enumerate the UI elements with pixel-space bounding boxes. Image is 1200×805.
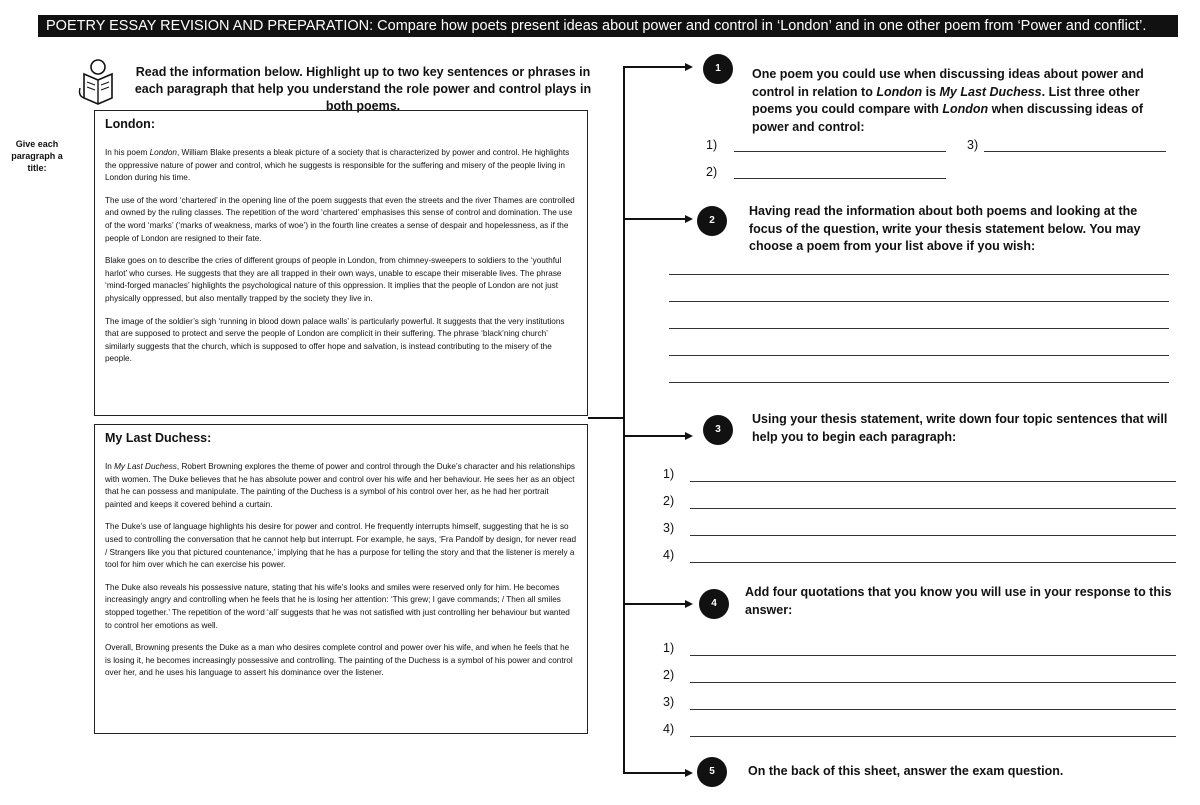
arrow-3-head (685, 432, 693, 440)
duchess-info-box (94, 424, 588, 734)
connector-line (588, 417, 624, 419)
topic-sentence-line-4[interactable] (690, 562, 1176, 563)
arrow-4-head (685, 600, 693, 608)
worksheet-title: POETRY ESSAY REVISION AND PREPARATION: Compare how poets present ideas about power and control in ‘London’ and in one other poem from ‘Power and conflict’. (38, 15, 1178, 37)
topic-sentence-line-2[interactable] (690, 508, 1176, 509)
arrow-5-head (685, 769, 693, 777)
poem-answer-line-2[interactable] (734, 178, 946, 179)
step-3-prompt: Using your thesis statement, write down four topic sentences that will help you to begin each paragraph: (752, 412, 1168, 444)
step-2-badge: 2 (697, 206, 727, 236)
step-4-label-3: 3) (663, 695, 675, 709)
london-heading: London: (105, 117, 155, 131)
arrow-2-head (685, 215, 693, 223)
arrow-2-line (623, 218, 685, 220)
arrow-5-line (623, 772, 685, 774)
poem-answer-line-3[interactable] (984, 151, 1166, 152)
duchess-paragraph-2: The Duke’s use of language highlights his desire for power and control. He frequently interrupts himself, suggesting that he is so used to controlling the conversation that he cannot help but interrupt. For example, he says, ‘Fra Pandolf by design, for never read / Strangers like you that pictured countenance,’ implying that he has a purpose for telling the story and that the listener is merely a tool for him over which he can exercise his power. (105, 522, 577, 570)
step-3-label-1: 1) (663, 467, 675, 481)
reading-instruction: Read the information below. Highlight up to two key sentences or phrases in each paragraph that help you understand the role power and control plays in both poems. (134, 65, 592, 113)
step-1-label-1: 1) (706, 138, 718, 152)
step-1-badge: 1 (703, 54, 733, 84)
duchess-paragraph-3: The Duke also reveals his possessive nature, stating that his wife’s looks and smiles were reserved only for him. He becomes increasingly angry and controlling when he feels that he is losing her attention: ‘This grew; I gave commands; / Then all smiles stopped together.’ The repetition of the word ‘all’ suggests that he was not satisfied with just controlling her behaviour but wanted to control her emotions as well. (105, 582, 570, 630)
step-1-label-2: 2) (706, 165, 718, 179)
step-3-label-4: 4) (663, 548, 675, 562)
london-paragraph-4: The image of the soldier’s sigh ‘running in blood down palace walls’ is particularly powerful. It suggests that the very institutions that are supposed to protect and serve the people of London are complicit in their suffering. The phrase ‘black’ning church’ similarly suggests that the church, which is supposed to offer hope and salvation, is instead contributing to the misery of the people. (105, 316, 565, 364)
step-4-label-1: 1) (663, 641, 675, 655)
step-3-label-2: 2) (663, 494, 675, 508)
topic-sentence-line-1[interactable] (690, 481, 1176, 482)
step-3-label-3: 3) (663, 521, 675, 535)
quotation-line-1[interactable] (690, 655, 1176, 656)
reading-person-icon (76, 58, 126, 106)
london-paragraph-1: In his poem London, William Blake presents a bleak picture of a society that is characterized by power and control. He highlights the oppressive nature of power and control, which he suggests is responsible for the suffering and misery of the people living in London during his time. (105, 148, 570, 183)
duchess-paragraph-4: Overall, Browning presents the Duke as a man who desires complete control and power over his wife, and when he feels that he is losing it, he becomes increasingly possessive and controlling. The painting of the Duchess is a symbol of his power and control over her, and he uses his language to assert his dominance over the listener. (105, 643, 573, 678)
quotation-line-2[interactable] (690, 682, 1176, 683)
paragraph-title-prompt: Give each paragraph a title: (11, 139, 63, 173)
step-5-badge: 5 (697, 757, 727, 787)
thesis-line-5[interactable] (669, 382, 1169, 383)
arrow-3-line (623, 435, 685, 437)
arrow-4-line (623, 603, 685, 605)
london-info-box (94, 110, 588, 416)
duchess-paragraph-1: In My Last Duchess, Robert Browning explores the theme of power and control through the Duke’s character and his relationships with women. The Duke believes that he has absolute power and control over his wife and her behaviour. He sees her as an object that he can possess and manipulate. The painting of the Duchess is a symbol of his control over her, as he had her portrait painted and keeps it covered behind a curtain. (105, 462, 575, 509)
arrow-1-head (685, 63, 693, 71)
step-3-badge: 3 (703, 415, 733, 445)
step-5-prompt: On the back of this sheet, answer the exam question. (748, 764, 1064, 778)
quotation-line-3[interactable] (690, 709, 1176, 710)
step-1-label-3: 3) (967, 138, 979, 152)
london-paragraph-2: The use of the word ‘chartered’ in the opening line of the poem suggests that even the streets and the river Thames are controlled and owned by the ruling classes. The repetition of the word ‘chartered’ emphasises this sense of control and domination. The use of the word ‘marks’ (‘marks of weakness, marks of woe’) in the fourth line creates a sense of despair and hopelessness, as if the people of London are resigned to their fate. (105, 195, 575, 243)
thesis-line-3[interactable] (669, 328, 1169, 329)
thesis-line-2[interactable] (669, 301, 1169, 302)
quotation-line-4[interactable] (690, 736, 1176, 737)
thesis-line-4[interactable] (669, 355, 1169, 356)
london-paragraph-3: Blake goes on to describe the cries of different groups of people in London, from chimney-sweepers to soldiers to the ‘youthful harlot’ who curses. He suggests that they are all trapped in their own ways, unable to escape their miserable lives. The phrase ‘mind-forged manacles’ highlights the psychological nature of this oppression. It implies that the people of London are not just physically oppressed, but also mentally trapped by the society they live in. (105, 256, 562, 303)
poem-answer-line-1[interactable] (734, 151, 946, 152)
arrow-1-line (623, 66, 685, 68)
step-4-label-2: 2) (663, 668, 675, 682)
step-2-prompt: Having read the information about both poems and looking at the focus of the question, write your thesis statement below. You may choose a poem from your list above if you wish: (749, 204, 1141, 253)
duchess-heading: My Last Duchess: (105, 431, 212, 445)
step-4-label-4: 4) (663, 722, 675, 736)
step-4-prompt: Add four quotations that you know you will use in your response to this answer: (745, 585, 1172, 617)
connector-spine (623, 66, 625, 773)
step-4-badge: 4 (699, 589, 729, 619)
step-1-prompt: One poem you could use when discussing ideas about power and control in relation to London is My Last Duchess. List three other poems you could compare with London when discussing ideas of power and control: (752, 67, 1144, 134)
topic-sentence-line-3[interactable] (690, 535, 1176, 536)
thesis-line-1[interactable] (669, 274, 1169, 275)
